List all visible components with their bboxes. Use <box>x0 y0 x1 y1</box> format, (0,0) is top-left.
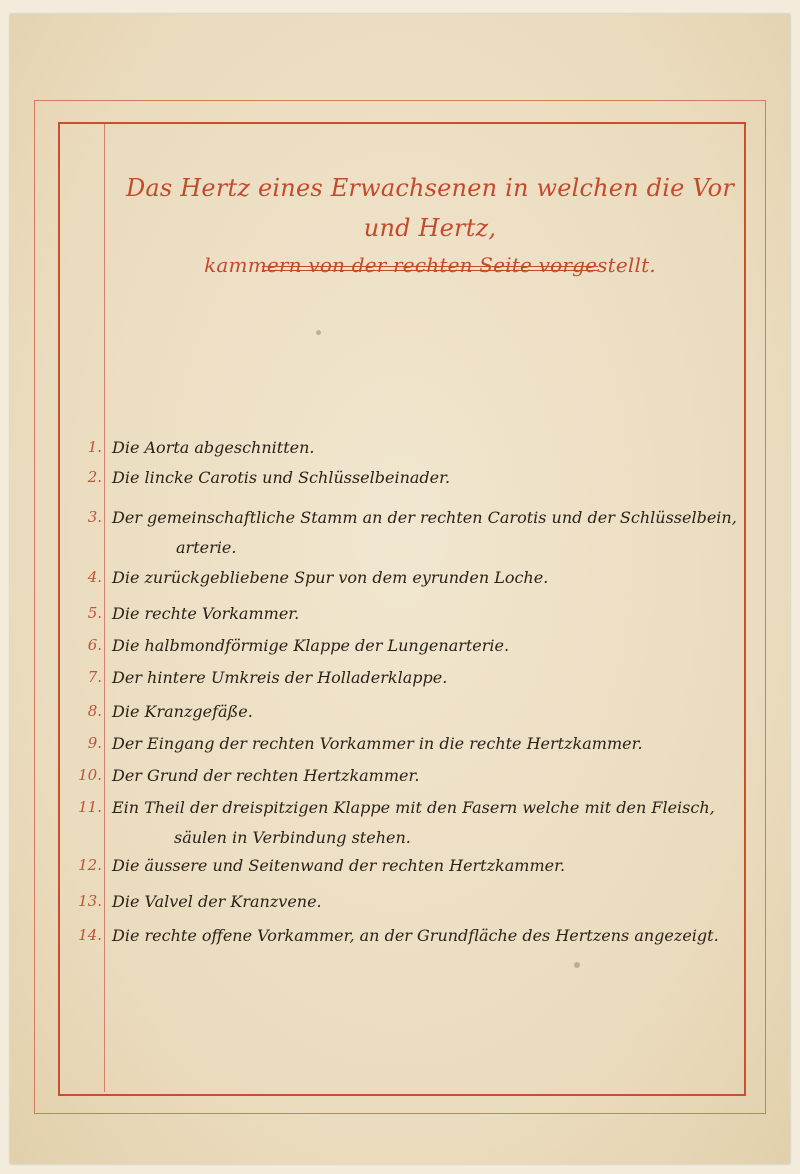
item-text: Die Valvel der Kranzvene. <box>112 892 322 911</box>
list-item <box>0 766 740 796</box>
item-text: Die rechte Vorkammer. <box>112 604 300 623</box>
item-text-continuation: säulen in Verbindung stehen. <box>174 828 411 847</box>
title-line-1: Das Hertz eines Erwachsenen in welchen die Vor und Hertz, <box>125 174 734 242</box>
list-item <box>0 798 740 828</box>
item-text: Der gemeinschaftliche Stamm an der rechten Carotis und der Schlüsselbein, <box>112 508 737 527</box>
list-item <box>0 438 740 468</box>
list-item <box>0 568 740 598</box>
list-item <box>0 856 740 886</box>
list-item <box>0 926 740 956</box>
item-text: Die zurückgebliebene Spur von dem eyrunden Loche. <box>112 568 549 587</box>
item-number: 12. <box>78 856 102 874</box>
item-number: 13. <box>78 892 102 910</box>
stain-spot <box>316 330 321 335</box>
item-text: Die rechte offene Vorkammer, an der Grundfläche des Hertzens angezeigt. <box>112 926 719 945</box>
item-text: Der Grund der rechten Hertzkammer. <box>112 766 420 785</box>
item-text: Die Kranzgefäße. <box>112 702 253 721</box>
item-number: 7. <box>87 668 102 686</box>
list-item <box>0 668 740 698</box>
item-number: 4. <box>87 568 102 586</box>
item-number: 10. <box>78 766 102 784</box>
title-line-2: kammern von der rechten Seite vorgestellt. <box>204 253 656 277</box>
item-text: Die Aorta abgeschnitten. <box>112 438 315 457</box>
item-number: 11. <box>78 798 102 816</box>
list-item <box>0 734 740 764</box>
item-number: 5. <box>87 604 102 622</box>
list-item <box>0 468 740 498</box>
list-item <box>0 636 740 666</box>
item-number: 3. <box>87 508 102 526</box>
page-title <box>110 168 750 282</box>
list-item <box>0 508 740 538</box>
item-number: 8. <box>87 702 102 720</box>
stain-spot <box>574 962 580 968</box>
item-number: 9. <box>87 734 102 752</box>
item-number: 2. <box>87 468 102 486</box>
item-number: 1. <box>87 438 102 456</box>
title-underline <box>262 270 598 271</box>
item-text: Die lincke Carotis und Schlüsselbeinader. <box>112 468 451 487</box>
item-number: 6. <box>87 636 102 654</box>
list-item <box>0 702 740 732</box>
list-item <box>0 892 740 922</box>
item-text: Ein Theil der dreispitzigen Klappe mit den Fasern welche mit den Fleisch, <box>112 798 715 817</box>
list-item <box>0 604 740 634</box>
item-text: Die halbmondförmige Klappe der Lungenarterie. <box>112 636 510 655</box>
item-text: Der Eingang der rechten Vorkammer in die rechte Hertzkammer. <box>112 734 643 753</box>
item-text: Die äussere und Seitenwand der rechten Hertzkammer. <box>112 856 566 875</box>
item-text: Der hintere Umkreis der Holladerklappe. <box>112 668 448 687</box>
item-text-continuation: arterie. <box>176 538 237 557</box>
item-number: 14. <box>78 926 102 944</box>
title-underline <box>262 266 598 267</box>
